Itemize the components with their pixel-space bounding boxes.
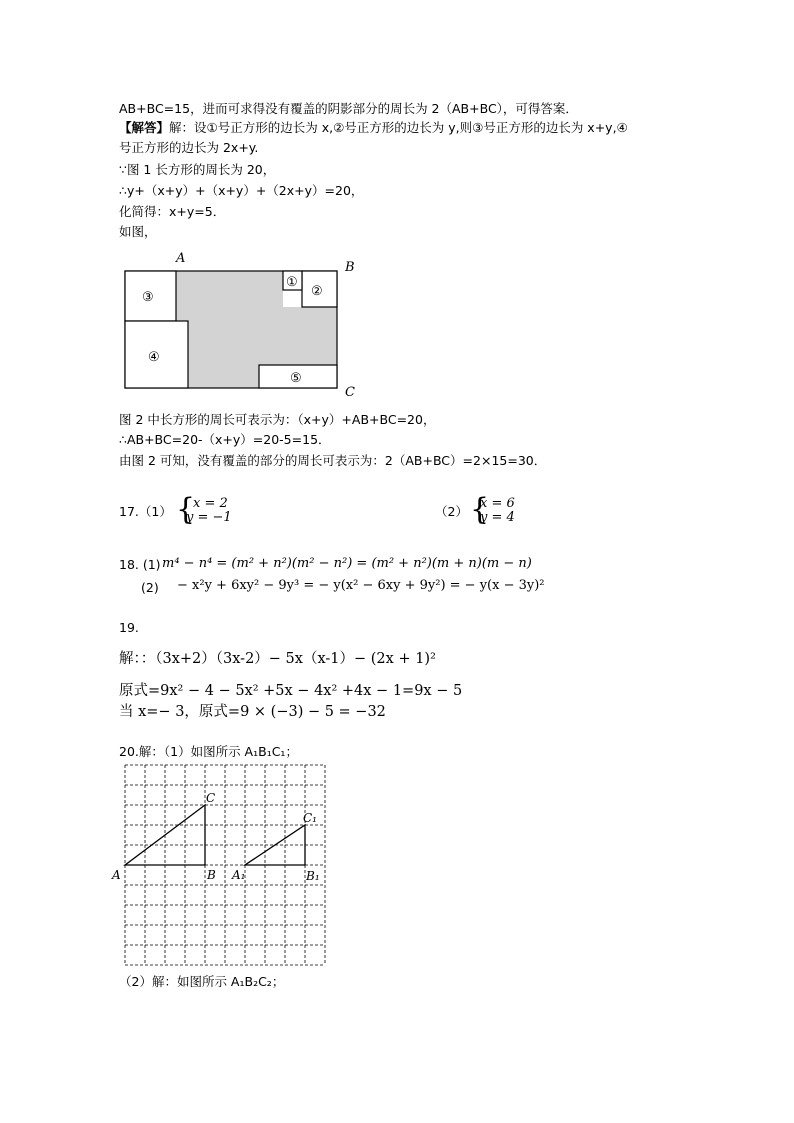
point-a1-label: A₁ xyxy=(232,868,246,882)
text-line-9: ∴AB+BC=20-（x+y）=20-5=15． xyxy=(119,432,331,447)
q19-label: 19. xyxy=(119,620,139,635)
q18-equation-2: − x²y + 6xy² − 9y³ = − y(x² − 6xy + 9y²) = − y(x − 3y)² xyxy=(177,578,545,593)
point-c-label: C xyxy=(206,791,216,805)
answer-tag: 【解答】 xyxy=(119,120,170,135)
square-4-label: ④ xyxy=(148,350,160,365)
q18-label-1: 18. (1) xyxy=(119,557,161,572)
text-line-8: 图 2 中长方形的周长可表示为：（x+y）+AB+BC=20， xyxy=(119,412,436,427)
q17-system1-line2: y = −1 xyxy=(186,510,232,525)
q20-line-1: 20.解：（1）如图所示 A₁B₁C₁； xyxy=(119,744,298,759)
point-b-label: B xyxy=(207,868,216,882)
q17-system2-line1: x = 6 xyxy=(480,496,515,511)
label-c: C xyxy=(345,385,355,400)
text-line-10: 由图 2 可知，没有覆盖的部分的周长可表示为：2（AB+BC）=2×15=30． xyxy=(119,453,547,468)
label-a: A xyxy=(176,251,186,266)
q19-line-1-tail: − (2x + 1)² xyxy=(354,651,436,667)
triangles xyxy=(125,805,305,865)
q18-label-2: (2) xyxy=(141,580,159,595)
text-line-1: AB+BC=15，进而可求得没有覆盖的阴影部分的周长为 2（AB+BC），可得答案． xyxy=(119,101,578,116)
label-b: B xyxy=(345,260,355,275)
text-line-2-body: 解：设①号正方形的边长为 x,②号正方形的边长为 y,则③号正方形的边长为 x+y,④ xyxy=(169,120,628,135)
q17-label-2: （2） xyxy=(435,504,468,519)
q19-line-1 xyxy=(119,651,436,667)
text-line-4: ∵图 1 长方形的周长为 20， xyxy=(119,162,276,177)
point-b1-label: B₁ xyxy=(306,869,320,883)
point-c1-label: C₁ xyxy=(303,811,317,825)
point-a-label: A xyxy=(112,868,121,882)
q17-brace-2: { xyxy=(470,492,490,527)
q17-brace-1: { xyxy=(176,492,196,527)
q19-line-3: 当 x=− 3，原式=9 × (−3) − 5 = −32 xyxy=(119,704,386,720)
text-line-3: 号正方形的边长为 2x+y. xyxy=(119,140,259,155)
q18-equation-1: m⁴ − n⁴ = (m² + n²)(m² − n²) = (m² + n²)(m + n)(m − n) xyxy=(162,556,532,571)
square-3-label: ③ xyxy=(142,290,154,305)
q20-line-2: （2）解：如图所示 A₁B₂C₂； xyxy=(119,974,285,989)
figure-2 xyxy=(118,250,368,400)
q20-grid-figure xyxy=(112,760,333,972)
text-line-5: ∴y+（x+y）+（x+y）+（2x+y）=20， xyxy=(119,183,364,198)
square-2-label: ② xyxy=(311,284,323,299)
square-1-label: ① xyxy=(286,275,298,290)
q19-line-1-prefix: 解：：（3x+2）（3x-2）− 5x（x-1） xyxy=(119,651,355,667)
text-line-2 xyxy=(119,120,628,136)
square-5-label: ⑤ xyxy=(290,371,302,386)
text-line-7: 如图， xyxy=(119,224,157,239)
q17-system1-line1: x = 2 xyxy=(193,496,228,511)
q17-system2-line2: y = 4 xyxy=(480,510,515,525)
q17-label: 17.（1） xyxy=(119,504,172,519)
q19-line-2: 原式=9x² − 4 − 5x² +5x − 4x² +4x − 1=9x − 5 xyxy=(119,683,463,699)
text-line-6: 化简得：x+y=5． xyxy=(119,204,226,219)
